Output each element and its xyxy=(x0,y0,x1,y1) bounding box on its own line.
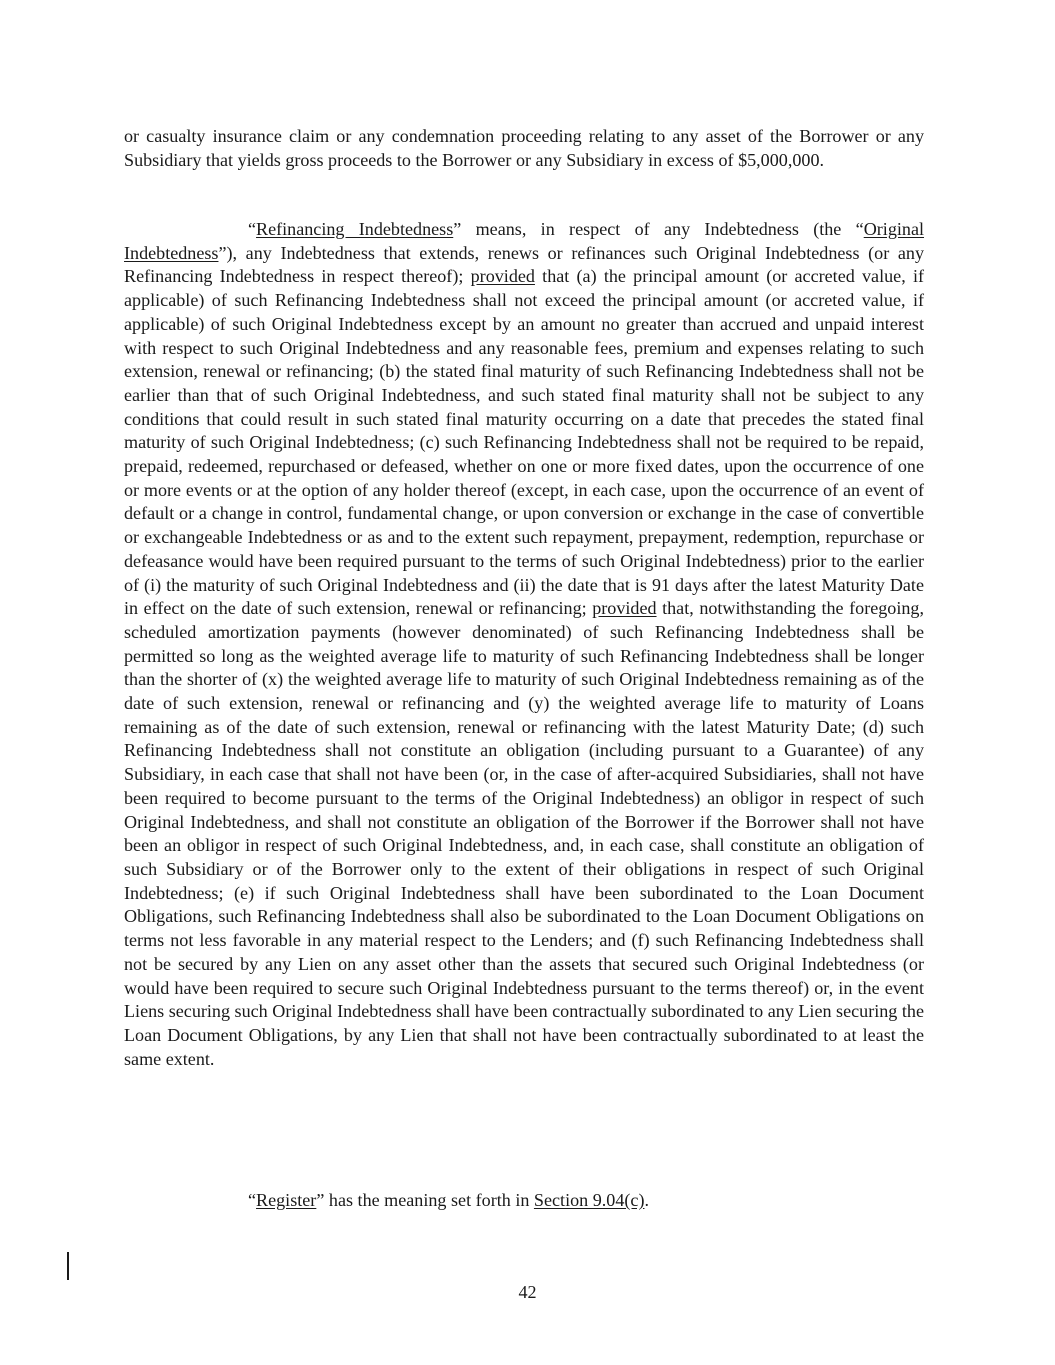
revision-change-bar xyxy=(67,1252,69,1280)
proviso-provided: provided xyxy=(470,266,535,287)
paragraph-casualty-event-continuation xyxy=(124,125,924,172)
paragraph-text: or casualty insurance claim or any condemnation proceeding relating to any asset of the Borrower or any Subsidiary that yields gross proceeds to the Borrower or any Subsidiary in excess of $5,000,000. xyxy=(124,126,924,170)
open-quote: “ xyxy=(248,1190,257,1210)
definition-text: that (a) the principal amount (or accreted value, if applicable) of such Refinancing Indebtedness shall not exceed the principal amount (or accreted value, if applicable) of such Original Indebtedness except by an amount no greater than accrued and unpaid interest with respect to such Original Indebtedness and any reasonable fees, premium and expenses relating to such extension, renewal or refinancing; (b) the stated final maturity of such Refinancing Indebtedness shall not be earlier than that of such Original Indebtedness, and such stated final maturity shall not be subject to any conditions that could result in such stated final maturity occurring on a date that precedes the stated final maturity of such Original Indebtedness; (c) such Refinancing Indebtedness shall not be required to be repaid, prepaid, redeemed, repurchased or defeased, whether on one or more fixed dates, upon the occurrence of one or more events or at the option of any holder thereof (except, in each case, upon the occurrence of an event of default or a change in control, fundamental change, or upon conversion or exchange in the case of convertible or exchangeable Indebtedness or as and to the extent such repayment, prepayment, redemption, repurchase or defeasance would have been required pursuant to the terms of such Original Indebtedness) prior to the earlier of (i) the maturity of such Original Indebtedness and (ii) the date that is 91 days after the latest Maturity Date in effect on the date of such extension, renewal or refinancing; xyxy=(124,266,924,619)
page-number: 42 xyxy=(518,1282,537,1302)
definition-text: that, notwithstanding the foregoing, scheduled amortization payments (however denominated) of such Refinancing Indebtedness shall be permitted so long as the weighted average life to maturity of such Refinancing Indebtedness shall be longer than the shorter of (x) the weighted average life to maturity of such Original Indebtedness remaining as of the date of such extension, renewal or refinancing and (y) the weighted average life to maturity of Loans remaining as of the date of such extension, renewal or refinancing with the latest Maturity Date; (d) such Refinancing Indebtedness shall not constitute an obligation (including pursuant to a Guarantee) of any Subsidiary, in each case that shall not have been (or, in the case of after-acquired Subsidiaries, shall not have been required to become pursuant to the terms of the Original Indebtedness) an obligor in respect of such Original Indebtedness, and shall not constitute an obligation of the Borrower if the Borrower shall not have been an obligor in respect of such Original Indebtedness, and, in each case, shall constitute an obligation of such Subsidiary or of the Borrower only to the extent of their obligations in respect of such Original Indebtedness; (e) if such Original Indebtedness shall have been subordinated to the Loan Document Obligations, such Refinancing Indebtedness shall also be subordinated to the Loan Document Obligations on terms not less favorable in any material respect to the Lenders; and (f) such Refinancing Indebtedness shall not be secured by any Lien on any asset other than the assets that secured such Original Indebtedness (or would have been required to secure such Original Indebtedness pursuant to the terms thereof) or, in the event Liens securing such Original Indebtedness shall have been contractually subordinated to any Lien securing the Loan Document Obligations, by any Lien that shall not have been contractually subordinated to at least the same extent. xyxy=(124,598,924,1069)
definition-text: ”), any Indebtedness that extends, renews or refinances such Original Indebtedness (or any Refinancing Indebtedness in respect thereof); xyxy=(124,242,924,287)
defined-term-refinancing-indebtedness: Refinancing Indebtedness xyxy=(256,219,454,239)
definition-text: ” has the meaning set forth in xyxy=(316,1190,534,1210)
open-quote: “ xyxy=(248,219,257,239)
paragraph-register-definition xyxy=(124,1189,924,1213)
defined-term-original-indebtedness: Original Indebtedness xyxy=(124,219,925,263)
defined-term-register: Register xyxy=(256,1190,317,1210)
definition-text: . xyxy=(644,1190,649,1210)
proviso-provided: provided xyxy=(592,598,657,619)
section-reference: Section 9.04(c) xyxy=(533,1190,645,1210)
paragraph-refinancing-indebtedness-definition xyxy=(124,218,924,1071)
definition-text: ” means, in respect of any Indebtedness (the “ xyxy=(453,219,864,239)
